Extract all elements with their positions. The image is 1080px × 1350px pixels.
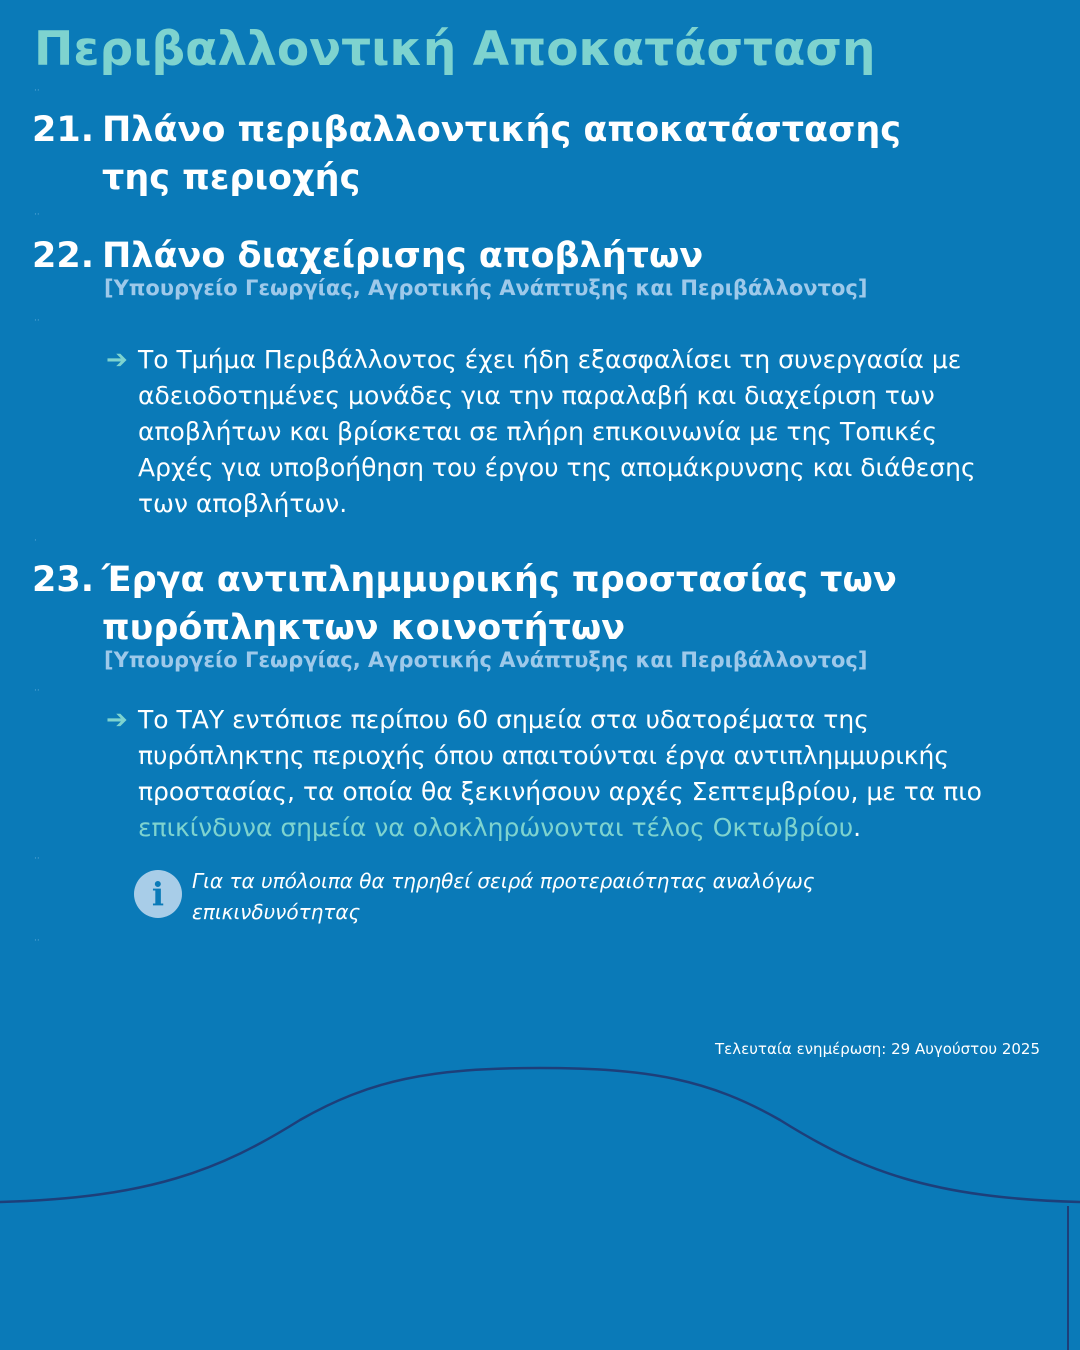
info-note bbox=[134, 866, 834, 928]
separator-dot: ·· bbox=[34, 210, 40, 220]
section-number: 22. bbox=[32, 236, 95, 276]
section-23-title bbox=[32, 556, 897, 652]
bullet-text: Το ΤΑΥ εντόπισε περίπου 60 σημεία στα υδατορέματα της πυρόπληκτης περιοχής όπου απαιτούνται έργα αντιπλημμυρικής προστασίας, τα οποία θα ξεκινήσουν αρχές Σεπτεμβρίου, με τα πιο επικίνδυνα σημεία να ολοκληρώνονται τέλος Οκτωβρίου. bbox=[138, 705, 982, 842]
right-arrow-icon: ➔ bbox=[106, 705, 128, 735]
section-number: 23. bbox=[32, 560, 95, 600]
section-22-source: [Υπουργείο Γεωργίας, Αγροτικής Ανάπτυξης και Περιβάλλοντος] bbox=[104, 276, 868, 300]
bullet-text: Το Τμήμα Περιβάλλοντος έχει ήδη εξασφαλίσει τη συνεργασία με αδειοδοτημένες μονάδες για την παραλαβή και διαχείριση των αποβλήτων και βρίσκεται σε πλήρη επικοινωνία με της Τοπικές Αρχές για υποβοήθηση του έργου της απομάκρυνσης και διάθεσης των αποβλήτων. bbox=[138, 345, 976, 518]
section-title-line: Πλάνο περιβαλλοντικής αποκατάστασης bbox=[102, 110, 902, 150]
wave-fill bbox=[0, 1068, 1080, 1350]
wave-decoration bbox=[0, 1060, 1080, 1350]
last-updated: Τελευταία ενημέρωση: 29 Αυγούστου 2025 bbox=[714, 1040, 1040, 1058]
section-number: 21. bbox=[32, 110, 95, 150]
separator-dot: ·· bbox=[34, 854, 40, 864]
section-title-line: Πλάνο διαχείρισης αποβλήτων bbox=[102, 236, 704, 276]
section-title-line: Έργα αντιπλημμυρικής προστασίας των bbox=[102, 560, 897, 600]
separator-dot: ·· bbox=[34, 936, 40, 946]
section-title-line: πυρόπληκτων κοινοτήτων bbox=[102, 608, 626, 648]
section-title-line: της περιοχής bbox=[102, 158, 361, 198]
section-21-title bbox=[32, 106, 901, 202]
page-title: Περιβαλλοντική Αποκατάσταση bbox=[34, 22, 876, 77]
separator-dot: ·· bbox=[34, 316, 40, 326]
section-22-bullet bbox=[106, 342, 986, 522]
info-icon: i bbox=[134, 870, 182, 918]
separator-dot: ·· bbox=[34, 86, 40, 96]
highlight-text: επικίνδυνα σημεία να ολοκληρώνονται τέλος Οκτωβρίου bbox=[138, 813, 854, 842]
section-22-title bbox=[32, 232, 703, 280]
separator-dot: · bbox=[34, 536, 37, 546]
separator-dot: ·· bbox=[34, 686, 40, 696]
note-text: Για τα υπόλοιπα θα τηρηθεί σειρά προτεραιότητας αναλόγως επικινδυνότητας bbox=[192, 869, 815, 924]
section-23-source: [Υπουργείο Γεωργίας, Αγροτικής Ανάπτυξης και Περιβάλλοντος] bbox=[104, 648, 868, 672]
right-arrow-icon: ➔ bbox=[106, 345, 128, 375]
section-23-bullet bbox=[106, 702, 986, 846]
